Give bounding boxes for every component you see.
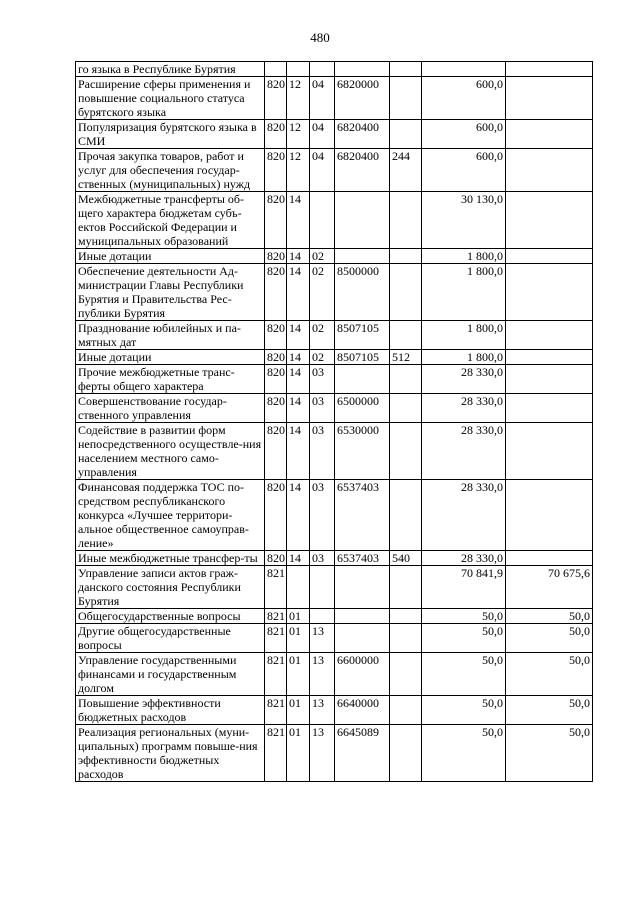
row-pr-cell: 02 <box>310 249 335 264</box>
row-name-cell: Совершенствование государ-ственного управления <box>76 394 265 423</box>
row-sum-2015-cell <box>506 62 593 77</box>
row-ved-cell: 821 <box>265 653 287 696</box>
row-csr-cell: 6640000 <box>335 696 390 725</box>
row-name-cell: Прочая закупка товаров, работ и услуг для обеспечения государ-ственных (муниципальных) нужд <box>76 149 265 192</box>
row-rz-cell: 14 <box>287 321 310 350</box>
row-sum-2015-cell: 50,0 <box>506 609 593 624</box>
row-sum-2015-cell <box>506 192 593 249</box>
row-sum-2015-cell <box>506 394 593 423</box>
table-row <box>76 62 593 77</box>
row-pr-cell: 13 <box>310 653 335 696</box>
row-name-cell: Управление записи актов граж-данского состояния Республики Бурятия <box>76 566 265 609</box>
row-sum-2015-cell <box>506 365 593 394</box>
row-name-cell: Межбюджетные трансферты об-щего характера бюджетам субъ-ектов Российской Федерации и муниципальных образований <box>76 192 265 249</box>
row-rz-cell: 14 <box>287 264 310 321</box>
row-vr-cell: 512 <box>390 350 422 365</box>
row-vr-cell: 540 <box>390 551 422 566</box>
row-pr-cell: 04 <box>310 149 335 192</box>
row-name-cell: Прочие межбюджетные транс-ферты общего характера <box>76 365 265 394</box>
row-sum-2015-cell <box>506 321 593 350</box>
row-vr-cell <box>390 365 422 394</box>
row-vr-cell <box>390 624 422 653</box>
row-csr-cell: 6600000 <box>335 653 390 696</box>
row-vr-cell <box>390 120 422 149</box>
row-ved-cell: 820 <box>265 350 287 365</box>
row-name-cell: Иные дотации <box>76 249 265 264</box>
row-ved-cell: 820 <box>265 321 287 350</box>
table-row <box>76 321 593 350</box>
table-row <box>76 423 593 480</box>
row-csr-cell <box>335 609 390 624</box>
row-sum-2015-cell <box>506 264 593 321</box>
row-rz-cell: 12 <box>287 149 310 192</box>
table-row <box>76 77 593 120</box>
row-rz-cell: 14 <box>287 394 310 423</box>
row-ved-cell: 821 <box>265 566 287 609</box>
row-name-cell: Иные дотации <box>76 350 265 365</box>
row-sum-2014-cell: 70 841,9 <box>422 566 506 609</box>
row-sum-2014-cell: 600,0 <box>422 120 506 149</box>
row-pr-cell: 02 <box>310 264 335 321</box>
row-name-cell: Обеспечение деятельности Ад-министрации Главы Республики Бурятия и Правительства Рес-публики Бурятия <box>76 264 265 321</box>
table-row <box>76 249 593 264</box>
row-pr-cell: 02 <box>310 321 335 350</box>
row-rz-cell: 01 <box>287 609 310 624</box>
row-pr-cell <box>310 609 335 624</box>
row-sum-2015-cell: 50,0 <box>506 653 593 696</box>
row-ved-cell: 820 <box>265 192 287 249</box>
row-sum-2014-cell: 28 330,0 <box>422 551 506 566</box>
row-csr-cell: 8507105 <box>335 321 390 350</box>
row-csr-cell <box>335 365 390 394</box>
row-pr-cell: 03 <box>310 423 335 480</box>
row-sum-2015-cell <box>506 480 593 551</box>
row-name-cell: Управление государственными финансами и государственным долгом <box>76 653 265 696</box>
row-csr-cell: 6645089 <box>335 725 390 782</box>
row-rz-cell: 14 <box>287 551 310 566</box>
row-sum-2015-cell: 70 675,6 <box>506 566 593 609</box>
row-rz-cell: 14 <box>287 423 310 480</box>
row-vr-cell <box>390 192 422 249</box>
table-row <box>76 394 593 423</box>
row-name-cell: Расширение сферы применения и повышение социального статуса бурятского языка <box>76 77 265 120</box>
row-rz-cell: 01 <box>287 725 310 782</box>
row-sum-2014-cell: 30 130,0 <box>422 192 506 249</box>
row-sum-2015-cell <box>506 551 593 566</box>
table-row <box>76 696 593 725</box>
row-sum-2014-cell: 50,0 <box>422 653 506 696</box>
table-row <box>76 566 593 609</box>
table-row <box>76 365 593 394</box>
row-rz-cell: 01 <box>287 624 310 653</box>
row-pr-cell <box>310 62 335 77</box>
row-ved-cell: 820 <box>265 120 287 149</box>
row-vr-cell <box>390 566 422 609</box>
row-sum-2014-cell: 1 800,0 <box>422 264 506 321</box>
row-csr-cell <box>335 566 390 609</box>
table-row <box>76 725 593 782</box>
row-csr-cell: 8500000 <box>335 264 390 321</box>
row-csr-cell <box>335 192 390 249</box>
row-sum-2014-cell: 50,0 <box>422 725 506 782</box>
row-sum-2015-cell: 50,0 <box>506 725 593 782</box>
row-sum-2014-cell: 1 800,0 <box>422 321 506 350</box>
row-sum-2014-cell: 600,0 <box>422 77 506 120</box>
row-ved-cell: 821 <box>265 725 287 782</box>
row-vr-cell <box>390 394 422 423</box>
row-sum-2014-cell: 50,0 <box>422 624 506 653</box>
table-row <box>76 609 593 624</box>
row-pr-cell: 03 <box>310 480 335 551</box>
row-rz-cell: 12 <box>287 120 310 149</box>
row-ved-cell: 820 <box>265 365 287 394</box>
row-csr-cell <box>335 249 390 264</box>
row-sum-2014-cell: 28 330,0 <box>422 365 506 394</box>
row-pr-cell: 13 <box>310 725 335 782</box>
row-ved-cell: 820 <box>265 423 287 480</box>
row-rz-cell: 14 <box>287 249 310 264</box>
row-vr-cell <box>390 696 422 725</box>
row-name-cell: Финансовая поддержка ТОС по-средством республиканского конкурса «Лучшее территори-альное общественное самоуправ-ление» <box>76 480 265 551</box>
row-csr-cell <box>335 624 390 653</box>
row-sum-2014-cell: 28 330,0 <box>422 423 506 480</box>
row-sum-2014-cell <box>422 62 506 77</box>
budget-table-body <box>76 62 593 782</box>
row-rz-cell: 14 <box>287 365 310 394</box>
row-sum-2015-cell: 50,0 <box>506 696 593 725</box>
row-sum-2014-cell: 50,0 <box>422 696 506 725</box>
row-csr-cell: 6820000 <box>335 77 390 120</box>
row-ved-cell: 820 <box>265 264 287 321</box>
row-ved-cell: 820 <box>265 149 287 192</box>
row-name-cell: Празднование юбилейных и па-мятных дат <box>76 321 265 350</box>
row-csr-cell: 6820400 <box>335 120 390 149</box>
row-sum-2015-cell <box>506 120 593 149</box>
table-row <box>76 149 593 192</box>
row-pr-cell: 04 <box>310 120 335 149</box>
row-ved-cell: 820 <box>265 249 287 264</box>
row-sum-2015-cell <box>506 423 593 480</box>
row-pr-cell: 03 <box>310 365 335 394</box>
row-csr-cell: 8507105 <box>335 350 390 365</box>
row-sum-2015-cell <box>506 350 593 365</box>
row-vr-cell <box>390 62 422 77</box>
row-ved-cell: 821 <box>265 696 287 725</box>
row-csr-cell: 6537403 <box>335 480 390 551</box>
row-pr-cell: 04 <box>310 77 335 120</box>
row-sum-2014-cell: 1 800,0 <box>422 350 506 365</box>
row-ved-cell <box>265 62 287 77</box>
row-name-cell: Популяризация бурятского языка в СМИ <box>76 120 265 149</box>
row-pr-cell: 02 <box>310 350 335 365</box>
row-ved-cell: 820 <box>265 394 287 423</box>
row-csr-cell: 6820400 <box>335 149 390 192</box>
row-ved-cell: 820 <box>265 480 287 551</box>
row-ved-cell: 821 <box>265 624 287 653</box>
table-row <box>76 192 593 249</box>
row-sum-2014-cell: 28 330,0 <box>422 394 506 423</box>
row-pr-cell: 03 <box>310 394 335 423</box>
row-rz-cell: 01 <box>287 653 310 696</box>
row-rz-cell: 14 <box>287 350 310 365</box>
row-vr-cell: 244 <box>390 149 422 192</box>
row-csr-cell <box>335 62 390 77</box>
row-sum-2014-cell: 50,0 <box>422 609 506 624</box>
row-vr-cell <box>390 249 422 264</box>
row-vr-cell <box>390 480 422 551</box>
row-name-cell: Общегосударственные вопросы <box>76 609 265 624</box>
row-sum-2014-cell: 1 800,0 <box>422 249 506 264</box>
row-name-cell: Другие общегосударственные вопросы <box>76 624 265 653</box>
row-pr-cell: 13 <box>310 624 335 653</box>
row-pr-cell: 13 <box>310 696 335 725</box>
budget-table <box>75 61 593 782</box>
row-csr-cell: 6537403 <box>335 551 390 566</box>
row-vr-cell <box>390 264 422 321</box>
table-row <box>76 480 593 551</box>
row-sum-2015-cell: 50,0 <box>506 624 593 653</box>
row-sum-2015-cell <box>506 149 593 192</box>
row-rz-cell: 12 <box>287 77 310 120</box>
row-rz-cell: 14 <box>287 480 310 551</box>
row-rz-cell: 01 <box>287 696 310 725</box>
row-name-cell: Реализация региональных (муни-ципальных) программ повыше-ния эффективности бюджетных расходов <box>76 725 265 782</box>
row-csr-cell: 6530000 <box>335 423 390 480</box>
row-ved-cell: 820 <box>265 77 287 120</box>
row-ved-cell: 821 <box>265 609 287 624</box>
row-rz-cell <box>287 62 310 77</box>
row-vr-cell <box>390 423 422 480</box>
row-csr-cell: 6500000 <box>335 394 390 423</box>
row-pr-cell: 03 <box>310 551 335 566</box>
row-sum-2014-cell: 28 330,0 <box>422 480 506 551</box>
table-row <box>76 350 593 365</box>
row-name-cell: го языка в Республике Бурятия <box>76 62 265 77</box>
row-sum-2015-cell <box>506 77 593 120</box>
table-row <box>76 653 593 696</box>
row-name-cell: Иные межбюджетные трансфер-ты <box>76 551 265 566</box>
row-sum-2015-cell <box>506 249 593 264</box>
row-vr-cell <box>390 609 422 624</box>
row-ved-cell: 820 <box>265 551 287 566</box>
row-vr-cell <box>390 321 422 350</box>
row-name-cell: Повышение эффективности бюджетных расходов <box>76 696 265 725</box>
page-number: 480 <box>310 30 330 45</box>
row-pr-cell <box>310 192 335 249</box>
row-vr-cell <box>390 77 422 120</box>
table-row <box>76 551 593 566</box>
row-vr-cell <box>390 653 422 696</box>
row-vr-cell <box>390 725 422 782</box>
table-row <box>76 624 593 653</box>
row-rz-cell <box>287 566 310 609</box>
row-pr-cell <box>310 566 335 609</box>
row-rz-cell: 14 <box>287 192 310 249</box>
row-name-cell: Содействие в развитии форм непосредственного осуществле-ния населением местного само-управления <box>76 423 265 480</box>
table-row <box>76 264 593 321</box>
row-sum-2014-cell: 600,0 <box>422 149 506 192</box>
table-row <box>76 120 593 149</box>
